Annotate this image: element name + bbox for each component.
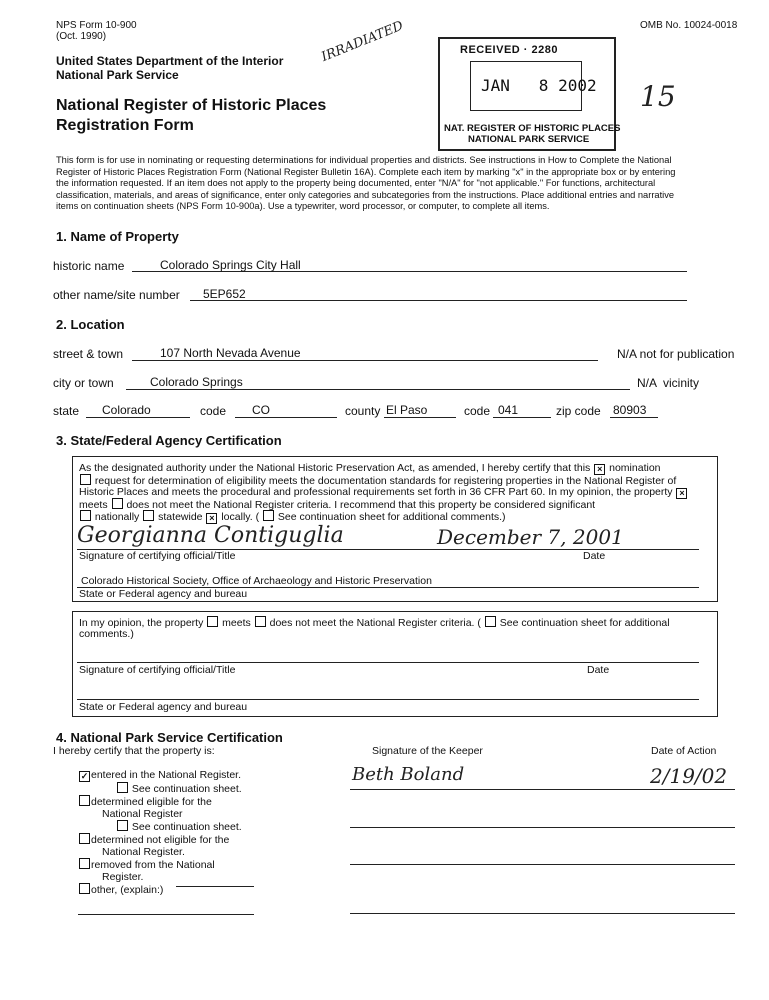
opinion-line-1 [79, 616, 670, 630]
other-checkbox[interactable] [79, 883, 90, 894]
removed-checkbox[interactable] [79, 858, 90, 869]
stamp-received: RECEIVED · 2280 [460, 44, 558, 56]
state-field[interactable]: Colorado [102, 403, 151, 417]
nomination-checkbox[interactable]: × [594, 464, 605, 475]
department: United States Department of the Interior [56, 54, 284, 68]
street-label: street & town [53, 347, 124, 361]
opinion-text-a: In my opinion, the property [79, 617, 204, 629]
keeper-line-4 [350, 913, 735, 914]
certification-date: December 7, 2001 [437, 525, 624, 549]
opinion-box [72, 611, 718, 717]
form-id: NPS Form 10-900 [56, 20, 137, 31]
state-certification-box [72, 456, 718, 602]
zip-line [610, 417, 658, 418]
opinion-text-b: meets [222, 617, 251, 629]
not-eligible-label-2: National Register. [102, 846, 185, 858]
intro-line-5: items on continuation sheets (NPS Form 10-900a). Use a typewriter, word processor, or computer, to complete all items. [56, 201, 550, 211]
option-removed [78, 858, 278, 871]
section-4-title: 4. National Park Service Certification [56, 730, 283, 745]
intro-line-4: classification, materials, and areas of significance, enter only categories and subcategories from the instructions. Place additional entries and narrative [56, 189, 675, 200]
section-1-title: 1. Name of Property [56, 229, 179, 244]
eligible-continuation-label: See continuation sheet. [131, 821, 242, 833]
irradiated-note: IRRADIATED [319, 18, 406, 65]
certify-statement: I hereby certify that the property is: [53, 745, 215, 757]
cert-text-1: As the designated authority under the National Historic Preservation Act, as amended, I hereby certify that this [79, 462, 591, 474]
continuation-label: See continuation sheet for additional comments.) [277, 511, 506, 523]
opinion-agency-label: State or Federal agency and bureau [79, 701, 248, 713]
signature-label: Signature of certifying official/Title [79, 550, 236, 562]
city-label: city or town [53, 376, 114, 390]
option-not-eligible [78, 833, 278, 846]
property-checkbox[interactable]: × [676, 488, 687, 499]
state-code-line [235, 417, 337, 418]
na-vicinity: N/A vicinity [637, 376, 700, 390]
intro-line-3: the information requested. If an item does not apply to the property being documented, enter "N/A" for "not applicable." For functions, architectural [56, 178, 656, 188]
opinion-text-e: comments.) [79, 628, 134, 640]
option-entered [78, 769, 278, 782]
cert-text-4a: meets [79, 499, 108, 511]
cert-text-4b: does not meet the National Register criteria. I recommend that this property be considered significant [126, 499, 596, 511]
county-code-line [493, 417, 551, 418]
other-name-line [190, 300, 687, 301]
entered-label: entered in the National Register. [91, 769, 242, 781]
does-not-meet-checkbox[interactable] [112, 498, 123, 509]
intro-line-2: Register of Historic Places Registration Form (National Register Bulletin 16A). Complete each item by marking "x" in the appropriate box or by entering [56, 166, 676, 177]
historic-name-label: historic name [53, 259, 125, 273]
opinion-meets-checkbox[interactable] [207, 616, 218, 627]
entered-continuation-label: See continuation sheet. [131, 783, 242, 795]
not-eligible-label: determined not eligible for the [91, 834, 230, 846]
cert-para-line-5 [79, 510, 506, 524]
cert-text-3: Historic Places and meets the procedural and professional requirements set forth in 36 CFR Part 60. In my opinion, the property [79, 486, 673, 498]
county-field[interactable]: El Paso [386, 403, 428, 417]
keeper-signature: Beth Boland [352, 764, 465, 785]
opinion-signature-line [77, 662, 699, 663]
other-explain-line [176, 886, 254, 887]
other-explain-line-2 [78, 914, 254, 915]
action-date-label: Date of Action [651, 745, 717, 757]
opinion-date-label: Date [587, 664, 610, 676]
eligible-label: determined eligible for the [91, 796, 212, 808]
eligible-checkbox[interactable] [79, 795, 90, 806]
stamp-line1: NAT. REGISTER OF HISTORIC PLACES [444, 123, 621, 134]
street-field[interactable]: 107 North Nevada Avenue [160, 346, 301, 360]
opinion-not-meet-checkbox[interactable] [255, 616, 266, 627]
option-eligible-sub [78, 820, 278, 833]
opinion-text-d: See continuation sheet for additional [499, 617, 670, 629]
continuation-checkbox[interactable] [263, 510, 274, 521]
historic-name-field[interactable]: Colorado Springs City Hall [160, 258, 301, 272]
keeper-line-3 [350, 864, 735, 865]
agency-field[interactable]: Colorado Historical Society, Office of Archaeology and Historic Preservation [81, 575, 432, 587]
opinion-text-c: does not meet the National Register criteria. ( [269, 617, 481, 629]
stamp-line2: NATIONAL PARK SERVICE [468, 134, 590, 145]
other-name-field[interactable]: 5EP652 [203, 287, 246, 301]
certifying-signature: Georgianna Contiguglia [77, 523, 344, 548]
section-3-title: 3. State/Federal Agency Certification [56, 433, 282, 448]
state-code-label: code [200, 404, 227, 418]
request-checkbox[interactable] [80, 474, 91, 485]
state-label: state [53, 404, 80, 418]
date-label: Date [583, 550, 606, 562]
zip-field[interactable]: 80903 [613, 403, 647, 417]
opinion-agency-line [77, 699, 699, 700]
instructions [56, 155, 736, 213]
opinion-signature-label: Signature of certifying official/Title [79, 664, 236, 676]
zip-label: zip code [556, 404, 601, 418]
section-2-title: 2. Location [56, 317, 125, 332]
action-date: 2/19/02 [650, 764, 728, 788]
nps-options [78, 769, 278, 896]
county-code-field[interactable]: 041 [498, 403, 519, 417]
omb-number: OMB No. 10024-0018 [640, 20, 738, 31]
stamp-date-box [470, 61, 597, 111]
cert-text-2: request for determination of eligibility meets the documentation standards for registering properties in the National Register of [94, 475, 677, 487]
nationally-checkbox[interactable] [80, 510, 91, 521]
keeper-label: Signature of the Keeper [372, 745, 483, 757]
keeper-line-1 [350, 789, 735, 790]
not-eligible-checkbox[interactable] [79, 833, 90, 844]
intro-line-1: This form is for use in nominating or requesting determinations for individual properties and districts. See instructions in How to Complete the National [56, 155, 672, 165]
entered-checkbox[interactable]: ✓ [80, 771, 89, 781]
keeper-line-2 [350, 827, 735, 828]
agency-label: State or Federal agency and bureau [79, 588, 248, 600]
other-label: other, (explain:) [91, 884, 164, 896]
statewide-label: statewide [158, 511, 203, 523]
statewide-checkbox[interactable] [143, 510, 154, 521]
state-code-field[interactable]: CO [252, 403, 270, 417]
county-label: county [345, 404, 381, 418]
street-line [132, 360, 598, 361]
service: National Park Service [56, 68, 179, 82]
cert-text-1b: nomination [609, 462, 661, 474]
locally-checkbox[interactable]: × [206, 513, 217, 524]
option-entered-sub [78, 782, 278, 795]
county-code-label: code [464, 404, 491, 418]
form-subtitle: Registration Form [56, 117, 194, 134]
state-line [86, 417, 190, 418]
stamp-date: JAN 8 2002 [481, 76, 597, 95]
locally-label: locally. ( [221, 511, 260, 523]
county-line [384, 417, 456, 418]
city-line [126, 389, 630, 390]
option-other [78, 883, 278, 896]
eligible-label-2: National Register [102, 808, 183, 820]
other-name-label: other name/site number [53, 288, 180, 302]
received-stamp [438, 37, 621, 151]
opinion-continuation-checkbox[interactable] [485, 616, 496, 627]
city-field[interactable]: Colorado Springs [150, 375, 243, 389]
form-title: National Register of Historic Places [56, 97, 327, 114]
nationally-label: nationally [94, 511, 140, 523]
na-not-for-publication: N/A not for publication [617, 347, 735, 361]
removed-label-2: Register. [102, 871, 144, 883]
removed-label: removed from the National [91, 859, 215, 871]
form-date: (Oct. 1990) [56, 31, 107, 42]
option-eligible [78, 795, 278, 808]
entered-continuation-checkbox[interactable] [117, 782, 128, 793]
eligible-continuation-checkbox[interactable] [117, 820, 128, 831]
margin-number: 15 [640, 80, 676, 113]
